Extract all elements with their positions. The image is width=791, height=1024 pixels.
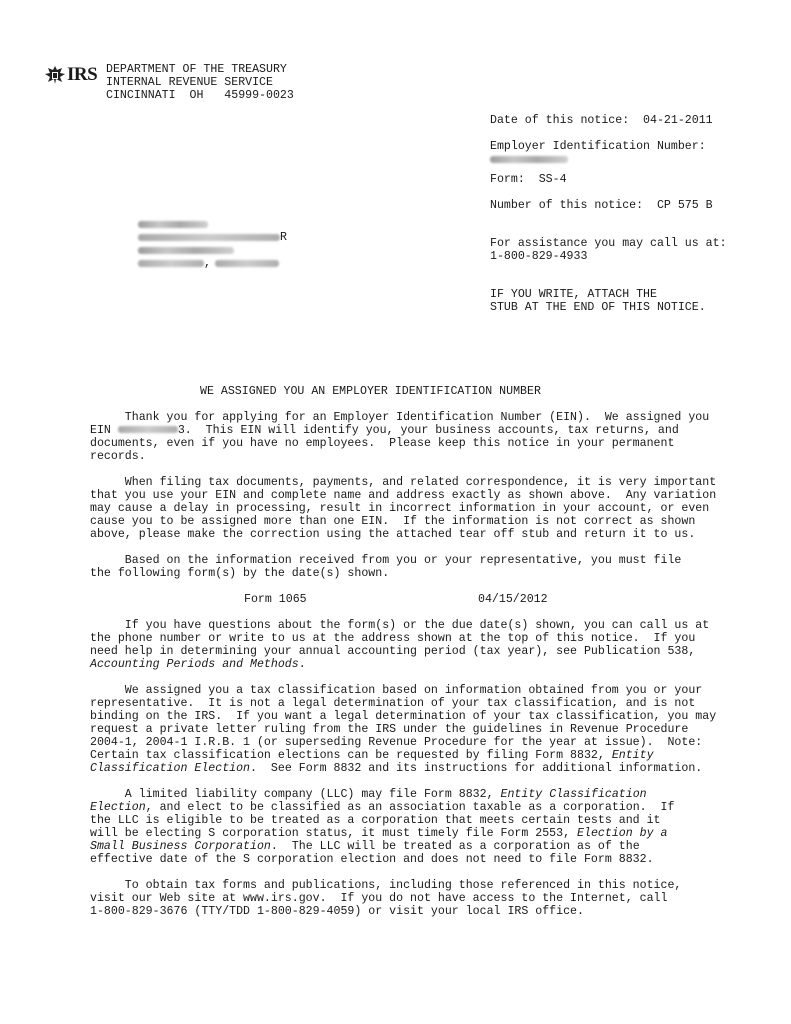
text-line: Thank you for applying for an Employer Identification Number (EIN). We assigned you [90,411,710,424]
text-fragment: A limited liability company (LLC) may file Form 8832, [90,788,501,801]
text-line: the phone number or write to us at the address shown at the top of this notice. If you [90,632,696,645]
text-line: 1-800-829-3676 (TTY/TDD 1-800-829-4059) or visit your local IRS office. [90,905,584,918]
redacted-zip [215,260,279,267]
assistance-text: For assistance you may call us at: [490,237,727,250]
form-title: Election by a [577,827,668,840]
form-title: Classification Election [90,762,251,775]
ein-prefix: EIN [90,424,118,437]
notice-number: Number of this notice: CP 575 B [490,199,713,212]
text-line [90,749,750,762]
form-title: Election [90,801,146,814]
text-line: may cause a delay in processing, result in incorrect information in your account, or even [90,502,710,515]
agency-address [106,63,294,102]
redacted-address-line [138,234,280,241]
form-title: Entity Classification [500,788,647,801]
paragraph-questions [90,619,750,671]
text-fragment: , and elect to be classified as an association taxable as a corporation. If [145,801,675,814]
text-line: cause you to be assigned more than one EIN. If the information is not correct as shown [90,515,696,528]
recipient-line-suffix: , [204,257,211,270]
paragraph-llc [90,788,750,866]
required-form-row [90,593,750,606]
publication-title: Accounting Periods and Methods [90,658,299,671]
text-fragment: . [298,658,306,671]
text-line: When filing tax documents, payments, and related correspondence, it is very important [90,476,717,489]
redacted-ein-inline [118,426,178,433]
text-line: We assigned you a tax classification based on information obtained from you or your [90,684,703,697]
text-fragment: . See Form 8832 and its instructions for additional information. [250,762,703,775]
notice-date: Date of this notice: 04-21-2011 [490,114,713,127]
required-form-name: Form 1065 [244,593,307,606]
assistance-phone: 1-800-829-4933 [490,250,588,263]
text-line: representative. It is not a legal determination of your tax classification, and is not [90,697,696,710]
eagle-seal-icon [44,64,66,86]
paragraph-ein-assigned [90,411,750,463]
text-line [90,424,750,437]
text-line [90,827,750,840]
notice-heading: WE ASSIGNED YOU AN EMPLOYER IDENTIFICATION NUMBER [200,385,541,398]
text-line: binding on the IRS. If you want a legal determination of your tax classification, you may [90,710,717,723]
text-line [90,801,750,814]
write-instructions: IF YOU WRITE, ATTACH THE [490,288,657,301]
text-line: 2004-1, 2004-1 I.R.B. 1 (or superseding Revenue Procedure for the year at issue). Note: [90,736,703,749]
agency-line: INTERNAL REVENUE SERVICE [106,76,273,89]
text-line [90,658,750,671]
notice-body [90,411,750,931]
text-line [90,840,750,853]
text-fragment: will be electing S corporation status, it must timely file Form 2553, [90,827,578,840]
text-fragment: . The LLC will be treated as a corporation as of the [270,840,640,853]
text-line: records. [90,450,146,463]
paragraph-filing-instructions [90,476,750,541]
text-line: Based on the information received from you or your representative, you must file [90,554,682,567]
text-line: visit our Web site at www.irs.gov. If you do not have access to the Internet, call [90,892,668,905]
text-line: the following form(s) by the date(s) shown. [90,567,390,580]
text-line: need help in determining your annual accounting period (tax year), see Publication 538, [90,645,696,658]
recipient-address [138,218,287,270]
paragraph-required-forms [90,554,750,580]
form-type: Form: SS-4 [490,173,567,186]
agency-line: DEPARTMENT OF THE TREASURY [106,63,287,76]
notice-info [490,114,727,314]
redacted-ein [490,156,568,163]
text-line: documents, even if you have no employees. Please keep this notice in your permanent [90,437,675,450]
text-line [90,788,750,801]
paragraph-tax-classification [90,684,750,775]
irs-logo [44,64,97,86]
text-line: To obtain tax forms and publications, including those referenced in this notice, [90,879,682,892]
text-line [90,762,750,775]
irs-logo-text: IRS [67,64,98,85]
text-line: effective date of the S corporation election and does not need to file Form 8832. [90,853,654,866]
required-form-date: 04/15/2012 [478,593,548,606]
text-line: that you use your EIN and complete name and address exactly as shown above. Any variation [90,489,717,502]
form-title: Entity [611,749,654,762]
agency-line: CINCINNATI OH 45999-0023 [106,89,294,102]
redacted-address-line [138,247,234,254]
text-line: the LLC is eligible to be treated as a corporation that meets certain tests and it [90,814,661,827]
redacted-name [138,221,208,228]
redacted-city [138,260,204,267]
ein-suffix: 3. This EIN will identify you, your business accounts, tax returns, and [177,424,679,437]
recipient-line-suffix: R [280,231,287,244]
text-line: above, please make the correction using the attached tear off stub and return it to us. [90,528,696,541]
text-line: request a private letter ruling from the IRS under the guidelines in Revenue Procedure [90,723,689,736]
write-instructions: STUB AT THE END OF THIS NOTICE. [490,301,706,314]
form-title: Small Business Corporation [90,840,271,853]
paragraph-tax-forms [90,879,750,918]
text-line: If you have questions about the form(s) or the due date(s) shown, you can call us at [90,619,710,632]
text-fragment: Certain tax classification elections can be requested by filing Form 8832, [90,749,612,762]
ein-label: Employer Identification Number: [490,140,706,153]
